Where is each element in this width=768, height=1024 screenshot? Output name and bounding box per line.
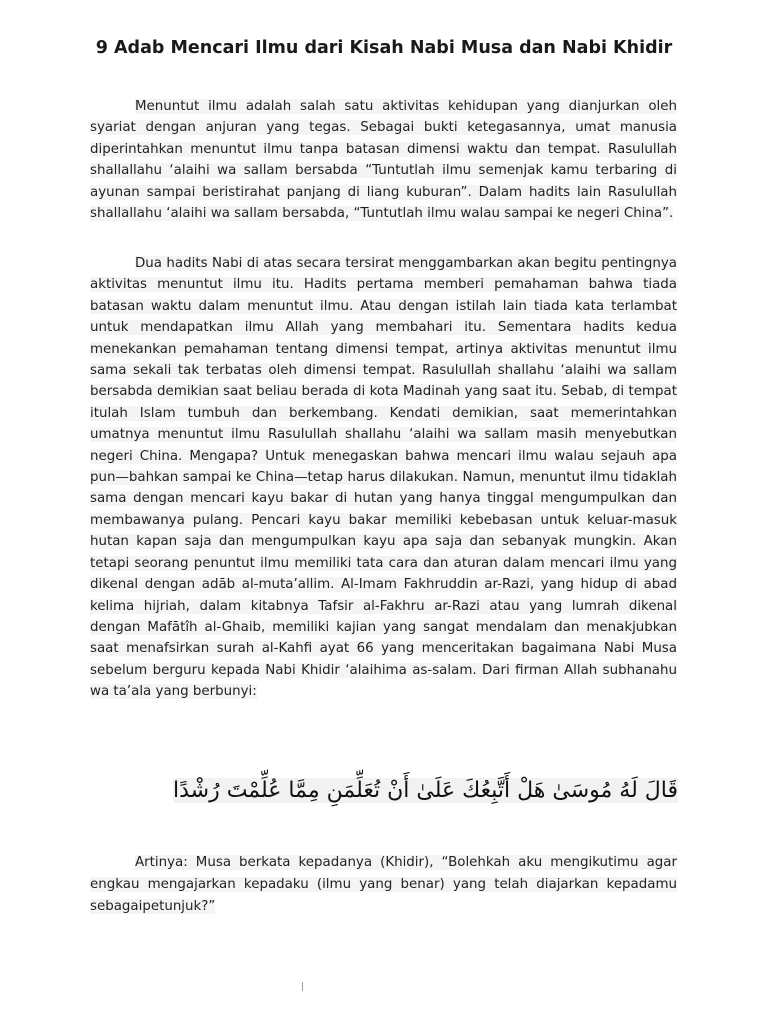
verse-translation-text: Artinya: Musa berkata kepadanya (Khidir), “Bolehkah aku mengikutimu agar engkau mengajarkan kepadaku (ilmu yang benar) yang telah diajarkan kepadamu sebagaipetunjuk?” — [90, 855, 677, 914]
verse-translation — [90, 852, 677, 918]
arabic-verse — [150, 770, 678, 812]
paragraph-intro — [90, 96, 677, 224]
page-footer-mark — [302, 982, 303, 991]
paragraph-hadith-explanation-text: Dua hadits Nabi di atas secara tersirat menggambarkan akan begitu pentingnya aktivitas menuntut ilmu itu. Hadits pertama memberi pemahaman bahwa tiada batasan waktu dalam menuntut ilmu. Atau dengan istilah lain tiada kata terlambat untuk mendapatkan ilmu Allah yang membahari itu. Sementara hadits kedua menekankan pemahaman tentang dimensi tempat, artinya aktivitas menuntut ilmu sama sekali tak terbatas oleh dimensi tempat. Rasulullah shallahu ‘alaihi wa sallam bersabda demikian saat beliau berada di kota Madinah yang saat itu. Sebab, di tempat itulah Islam tumbuh dan berkembang. Kendati demikian, saat memerintahkan umatnya menuntut ilmu Rasulullah shallahu ‘alaihi wa sallam masih menyebutkan negeri China. Mengapa? Untuk menegaskan bahwa mencari ilmu walau sejauh apa pun—bahkan sampai ke China—tetap harus dilakukan. Namun, menuntut ilmu tidaklah sama dengan mencari kayu bakar di hutan yang hanya tinggal mengumpulkan dan membawanya pulang. Pencari kayu bakar memiliki kebebasan untuk keluar-masuk hutan kapan saja dan mengumpulkan kayu apa saja dan sebanyak mungkin. Akan tetapi seorang penuntut ilmu memiliki tata cara dan aturan dalam mencari ilmu yang dikenal dengan adāb al-muta’allim. Al-Imam Fakhruddin ar-Razi, yang hidup di abad kelima hijriah, dalam kitabnya Tafsir al-Fakhru ar-Razi atau yang lumrah dikenal dengan Mafātîh al-Ghaib, memiliki kajian yang sangat mendalam dan menakjubkan saat menafsirkan surah al-Kahfi ayat 66 yang menceritakan bagaimana Nabi Musa sebelum berguru kepada Nabi Khidir ‘alaihima as-salam. Dari firman Allah subhanahu wa ta’ala yang berbunyi: — [90, 256, 677, 700]
arabic-verse-text: قَالَ لَهُ مُوسَىٰ هَلْ أَتَّبِعُكَ عَلَىٰ أَنْ تُعَلِّمَنِ مِمَّا عُلِّمْتَ رُشْدًا — [172, 778, 678, 803]
paragraph-intro-text: Menuntut ilmu adalah salah satu aktivitas kehidupan yang dianjurkan oleh syariat dengan anjuran yang tegas. Sebagai bukti ketegasannya, umat manusia diperintahkan menuntut ilmu tanpa batasan dimensi waktu dan tempat. Rasulullah shallallahu ‘alaihi wa sallam bersabda “Tuntutlah ilmu semenjak kamu terbaring di ayunan sampai beristirahat panjang di liang kuburan”. Dalam hadits lain Rasulullah shallallahu ‘alaihi wa sallam bersabda, “Tuntutlah ilmu walau sampai ke negeri China”. — [90, 99, 677, 222]
paragraph-hadith-explanation — [90, 253, 677, 703]
page-title: 9 Adab Mencari Ilmu dari Kisah Nabi Musa dan Nabi Khidir — [95, 38, 673, 58]
